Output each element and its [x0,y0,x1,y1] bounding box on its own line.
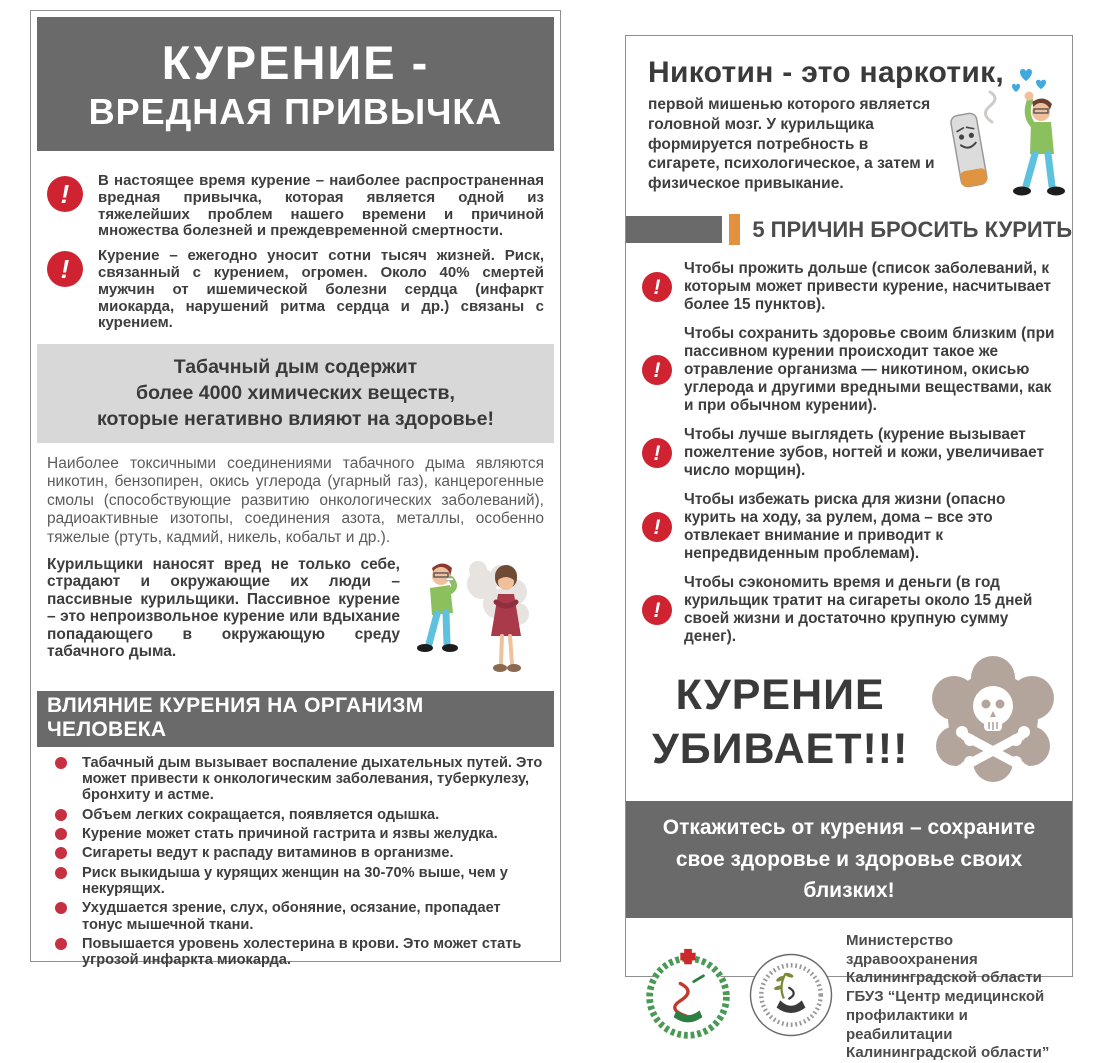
ministry-logo [640,947,736,1048]
poster-right-panel [625,35,1073,1062]
bullet-dot-icon [55,757,67,769]
reason-text: Чтобы прожить дольше (список заболеваний, к которым может привести курение, насчитывает более 15 пунктов). [684,260,1052,314]
footer-line: профилактики и реабилитации [846,1006,968,1043]
blue-hearts [1012,69,1046,92]
exclamation-circle-icon: ! [642,272,672,302]
exclamation-circle-icon: ! [47,251,83,287]
effects-item-text: Повышается уровень холестерина в крови. Это может стать угрозой инфаркта миокарда. [82,935,522,969]
footer-line: Калининградской области [846,969,1042,987]
prevention-center-logo [746,950,836,1045]
exclamation-circle-icon: ! [642,438,672,468]
effects-item [55,845,544,861]
footer-line: здравоохранения [846,950,978,968]
effects-item [55,936,544,969]
smoking-kills-section [652,654,1058,791]
passive-smoking-illustration [406,556,544,683]
toxic-compounds-paragraph: Наиболее токсичными соединениями табачного дыма являются никотин, бензопирен, окись углерода (угарный газ), канцерогенные смолы (способствующие развитию онкологических заболеваний), радиоактивные изотопы, соединения азота, металлы, особенно тяжелые (ртуть, кадмий, никель, кобальт и др.). [47,454,544,546]
kills-line2: УБИВАЕТ!!! [652,724,909,773]
reason-item [642,260,1058,314]
exclamation-circle-icon: ! [642,595,672,625]
bullet-dot-icon [55,938,67,950]
bullet-dot-icon [55,828,67,840]
passive-smoking-section [47,556,544,683]
nicotine-body: первой мишенью которого является головной мозг. У курильщика формируется потребность в сигарете, психологическое, а затем и физическое привыкание. [648,96,935,193]
effects-item [55,807,544,823]
reasons-title: 5 ПРИЧИН БРОСИТЬ КУРИТЬ [752,216,1072,242]
intro-item [47,248,544,332]
reason-item [642,426,1058,480]
kills-line1: КУРЕНИЕ [675,671,885,720]
reason-item [642,491,1058,563]
bullet-dot-icon [55,847,67,859]
nicotine-headline: Никотин - это наркотик, [648,56,1005,89]
left-title-line1: КУРЕНИЕ - [161,35,430,89]
left-header [37,17,554,151]
cigarette-character-illustration [934,62,1066,225]
effects-item-text: Ухудшается зрение, слух, обоняние, осязание, пропадает тонус мышечной ткани. [82,900,501,933]
cta-line2: свое здоровье и здоровье своих близких! [675,847,1023,903]
orange-square-decoration [729,214,740,245]
intro-paragraph-1: В настоящее время курение – наиболее распространенная вредная привычка, которая является одной из тяжелейших проблем нашего времени и причиной множества болезней и преждевременной смертности. [98,172,544,240]
exclamation-circle-icon: ! [642,355,672,385]
highlight-line3: которые негативно влияют на здоровье! [97,408,494,431]
reason-text: Чтобы сэкономить время и деньги (в год курильщик тратит на сигареты около 15 дней своей жизни и достаточно крупную сумму денег). [684,574,1033,646]
reason-text: Чтобы избежать риска для жизни (опасно курить на ходу, за рулем, дома – все это отвлекает внимание и приводит к непредвиденным проблемам). [684,491,1006,563]
effects-item-text: Риск выкидыша у курящих женщин на 30-70% выше, чем у некурящих. [82,864,508,897]
exclamation-circle-icon: ! [642,512,672,542]
highlight-line1: Табачный дым содержит [173,356,418,379]
smoking-kills-text [652,669,908,777]
intro-item [47,173,544,240]
passive-smoking-paragraph: Курильщики наносят вред не только себе, страдают и окружающие их люди – пассивные курильщики. Пассивное курение – это непроизвольное курение или вдыхание попадающего в окружающую среду табачного дыма. [47,555,400,661]
nicotine-section [626,36,1072,204]
bullet-dot-icon [55,809,67,821]
skull-smoke-icon [918,654,1068,791]
left-title-line2: ВРЕДНАЯ ПРИВЫЧКА [88,90,503,132]
effects-item-text: Табачный дым вызывает воспаление дыхательных путей. Это может привести к онкологическим заболевания, туберкулезу, бронхиту и астме. [82,754,543,804]
footer-text [846,932,1064,1063]
bullet-dot-icon [55,867,67,879]
gray-bar-decoration [626,216,722,243]
intro-paragraph-2: Курение – ежегодно уносит сотни тысяч жизней. Риск, связанный с курением, огромен. Около 40% смертей мужчин от ишемической болезни сердца (инфаркт миокарда, нарушений ритма сердца и др.) связаны с курением. [98,247,544,332]
effects-item-text: Курение может стать причиной гастрита и язвы желудка. [82,825,498,842]
tobacco-smoke-highlight-box [37,344,554,442]
intro-section [31,157,560,332]
reason-item [642,325,1058,415]
effects-item [55,755,544,804]
effects-header: ВЛИЯНИЕ КУРЕНИЯ НА ОРГАНИЗМ ЧЕЛОВЕКА [37,691,554,747]
footer-line: ГБУЗ “Центр медицинской [846,988,1045,1006]
effects-item [55,900,544,933]
bullet-dot-icon [55,902,67,914]
effects-item [55,865,544,898]
reasons-list [626,245,1072,646]
reason-text: Чтобы лучше выглядеть (курение вызывает пожелтение зубов, ногтей и кожи, увеличивает число морщин). [684,426,1045,480]
effects-list [55,755,544,969]
effects-item-text: Сигареты ведут к распаду витаминов в организме. [82,845,454,862]
reason-text: Чтобы сохранить здоровье своим близким (при пассивном курении происходит такое же отравление организма — никотином, окисью углерода и другими вредными веществами, как и при обычном курении). [684,325,1055,415]
footer-section [626,918,1072,1063]
poster-left-panel [30,10,561,969]
cta-banner [626,801,1072,918]
exclamation-circle-icon: ! [47,176,83,212]
cta-line1: Откажитесь от курения – сохраните [662,816,1036,840]
reason-item [642,574,1058,646]
effects-item [55,826,544,842]
footer-line: Калининградской области” [846,1044,1050,1062]
highlight-line2: более 4000 химических веществ, [136,382,455,405]
footer-line: Министерство [846,931,954,949]
effects-item-text: Объем легких сокращается, появляется одышка. [82,806,440,823]
